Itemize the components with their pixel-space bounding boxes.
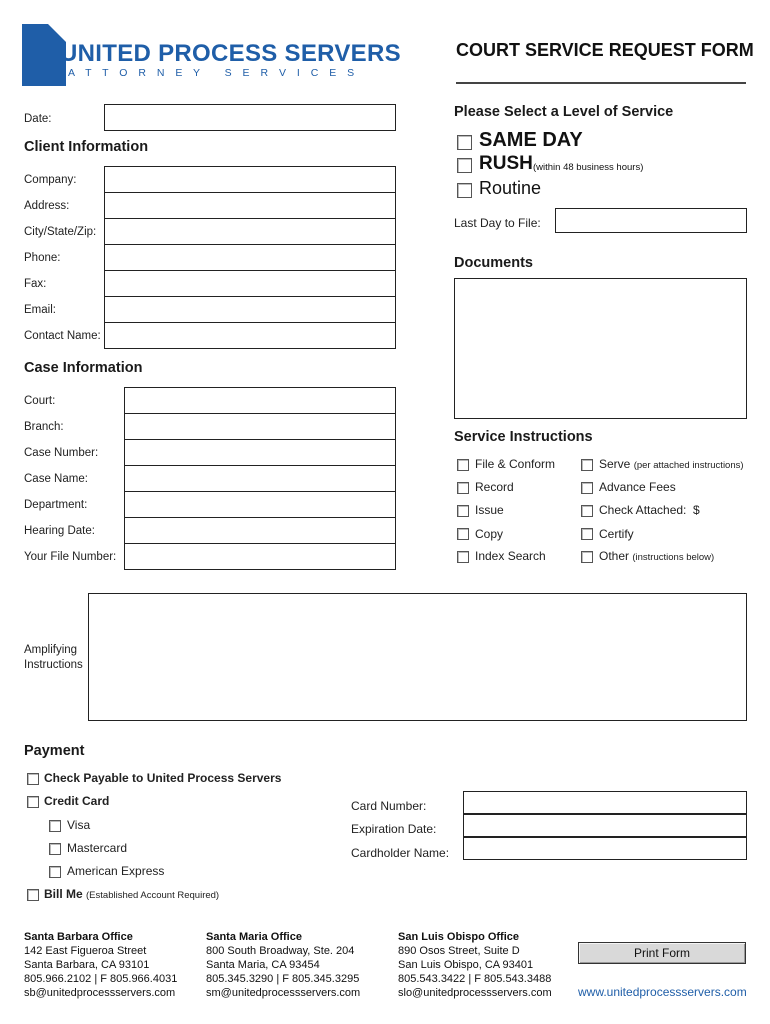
address-field[interactable] xyxy=(104,192,396,219)
office-name: San Luis Obispo Office xyxy=(398,931,520,943)
other-note: (instructions below) xyxy=(632,552,715,563)
cardholder-field[interactable] xyxy=(463,837,747,860)
email-field[interactable] xyxy=(104,296,396,323)
office-address2: Santa Barbara, CA 93101 xyxy=(24,959,150,971)
office-address1: 142 East Figueroa Street xyxy=(24,945,147,957)
contact-name-label: Contact Name: xyxy=(24,330,101,342)
payment-heading: Payment xyxy=(24,743,85,759)
office-address1: 890 Osos Street, Suite D xyxy=(398,945,520,957)
address-label: Address: xyxy=(24,200,70,212)
amex-label: American Express xyxy=(67,864,165,878)
rush-note: (within 48 business hours) xyxy=(533,162,644,173)
company-field[interactable] xyxy=(104,166,396,193)
contact-name-field[interactable] xyxy=(104,322,396,349)
same-day-checkbox[interactable] xyxy=(457,135,472,150)
file-conform-label: File & Conform xyxy=(475,457,556,471)
phone-label: Phone: xyxy=(24,252,61,264)
office-phone: 805.543.3422 | F 805.543.3488 xyxy=(398,973,552,985)
print-form-button[interactable]: Print Form xyxy=(578,942,746,964)
file-conform-checkbox[interactable] xyxy=(457,459,469,471)
office-santa-maria xyxy=(206,930,360,1000)
bill-me-checkbox[interactable] xyxy=(27,889,39,901)
office-name: Santa Maria Office xyxy=(206,931,302,943)
index-search-label: Index Search xyxy=(475,549,546,563)
court-field[interactable] xyxy=(124,387,396,414)
check-payable-label: Check Payable to United Process Servers xyxy=(44,771,282,785)
bill-me-label xyxy=(44,887,219,901)
expiration-field[interactable] xyxy=(463,814,747,837)
credit-card-checkbox[interactable] xyxy=(27,796,39,808)
file-number-field[interactable] xyxy=(124,543,396,570)
office-name: Santa Barbara Office xyxy=(24,931,133,943)
case-number-field[interactable] xyxy=(124,439,396,466)
expiration-label: Expiration Date: xyxy=(351,822,437,836)
routine-checkbox[interactable] xyxy=(457,183,472,198)
last-day-field[interactable] xyxy=(555,208,747,233)
copy-checkbox[interactable] xyxy=(457,528,469,540)
other-text: Other xyxy=(599,549,630,563)
visa-label: Visa xyxy=(67,818,91,832)
amex-checkbox[interactable] xyxy=(49,866,61,878)
index-search-checkbox[interactable] xyxy=(457,551,469,563)
office-address1: 800 South Broadway, Ste. 204 xyxy=(206,945,355,957)
serve-label xyxy=(599,457,744,471)
rush-checkbox[interactable] xyxy=(457,158,472,173)
serve-checkbox[interactable] xyxy=(581,459,593,471)
last-day-label: Last Day to File: xyxy=(454,216,541,230)
mastercard-label: Mastercard xyxy=(67,841,128,855)
check-payable-checkbox[interactable] xyxy=(27,773,39,785)
record-checkbox[interactable] xyxy=(457,482,469,494)
amplifying-instructions-field[interactable] xyxy=(88,593,747,721)
record-label: Record xyxy=(475,480,514,494)
check-attached-checkbox[interactable] xyxy=(581,505,593,517)
service-level-heading: Please Select a Level of Service xyxy=(454,104,674,120)
date-label: Date: xyxy=(24,113,52,125)
issue-label: Issue xyxy=(475,503,504,517)
check-attached-label: Check Attached: $ xyxy=(599,503,700,517)
certify-checkbox[interactable] xyxy=(581,528,593,540)
office-phone: 805.345.3290 | F 805.345.3295 xyxy=(206,973,360,985)
office-santa-barbara xyxy=(24,930,177,1000)
file-number-label: Your File Number: xyxy=(24,551,117,563)
court-label: Court: xyxy=(24,395,56,407)
serve-text: Serve xyxy=(599,457,631,471)
department-label: Department: xyxy=(24,499,88,511)
fax-field[interactable] xyxy=(104,270,396,297)
logo-name: UNITED PROCESS SERVERS xyxy=(60,40,401,67)
issue-checkbox[interactable] xyxy=(457,505,469,517)
website-link[interactable]: www.unitedprocessservers.com xyxy=(578,985,747,999)
city-state-zip-field[interactable] xyxy=(104,218,396,245)
copy-label: Copy xyxy=(475,527,504,541)
card-number-field[interactable] xyxy=(463,791,747,814)
hearing-date-field[interactable] xyxy=(124,517,396,544)
bill-me-text: Bill Me xyxy=(44,887,83,901)
other-checkbox[interactable] xyxy=(581,551,593,563)
office-address2: San Luis Obispo, CA 93401 xyxy=(398,959,534,971)
serve-note: (per attached instructions) xyxy=(633,460,744,471)
case-number-label: Case Number: xyxy=(24,447,99,459)
title-underline xyxy=(456,82,746,84)
amplifying-label-line1: Amplifying xyxy=(24,644,78,656)
advance-fees-label: Advance Fees xyxy=(599,480,676,494)
amplifying-label-line2: Instructions xyxy=(24,659,83,671)
bill-me-note: (Established Account Required) xyxy=(86,890,220,901)
case-name-label: Case Name: xyxy=(24,473,88,485)
office-email[interactable]: sm@unitedprocessservers.com xyxy=(206,987,361,999)
office-address2: Santa Maria, CA 93454 xyxy=(206,959,320,971)
other-label xyxy=(599,549,714,563)
phone-field[interactable] xyxy=(104,244,396,271)
case-info-heading: Case Information xyxy=(24,360,143,376)
office-email[interactable]: sb@unitedprocessservers.com xyxy=(24,987,176,999)
case-name-field[interactable] xyxy=(124,465,396,492)
routine-label: Routine xyxy=(479,178,542,198)
client-info-heading: Client Information xyxy=(24,139,149,155)
office-phone: 805.966.2102 | F 805.966.4031 xyxy=(24,973,178,985)
documents-heading: Documents xyxy=(454,255,533,271)
branch-field[interactable] xyxy=(124,413,396,440)
hearing-date-label: Hearing Date: xyxy=(24,525,95,537)
company-label: Company: xyxy=(24,174,77,186)
credit-card-label: Credit Card xyxy=(44,794,110,808)
advance-fees-checkbox[interactable] xyxy=(581,482,593,494)
branch-label: Branch: xyxy=(24,421,64,433)
logo-tagline: A T T O R N E Y S E R V I C E S xyxy=(68,67,359,79)
service-instructions-heading: Service Instructions xyxy=(454,429,593,445)
documents-field[interactable] xyxy=(454,278,747,419)
department-field[interactable] xyxy=(124,491,396,518)
card-number-label: Card Number: xyxy=(351,799,427,813)
office-san-luis-obispo xyxy=(398,930,552,1000)
certify-label: Certify xyxy=(599,527,634,541)
city-state-zip-label: City/State/Zip: xyxy=(24,226,97,238)
rush-label: RUSH xyxy=(479,153,533,174)
fax-label: Fax: xyxy=(24,278,47,290)
office-email[interactable]: slo@unitedprocessservers.com xyxy=(398,987,552,999)
email-label: Email: xyxy=(24,304,56,316)
visa-checkbox[interactable] xyxy=(49,820,61,832)
form-title: COURT SERVICE REQUEST FORM xyxy=(456,40,754,60)
date-field[interactable] xyxy=(104,104,396,131)
same-day-label: SAME DAY xyxy=(479,129,583,151)
cardholder-label: Cardholder Name: xyxy=(351,846,450,860)
mastercard-checkbox[interactable] xyxy=(49,843,61,855)
